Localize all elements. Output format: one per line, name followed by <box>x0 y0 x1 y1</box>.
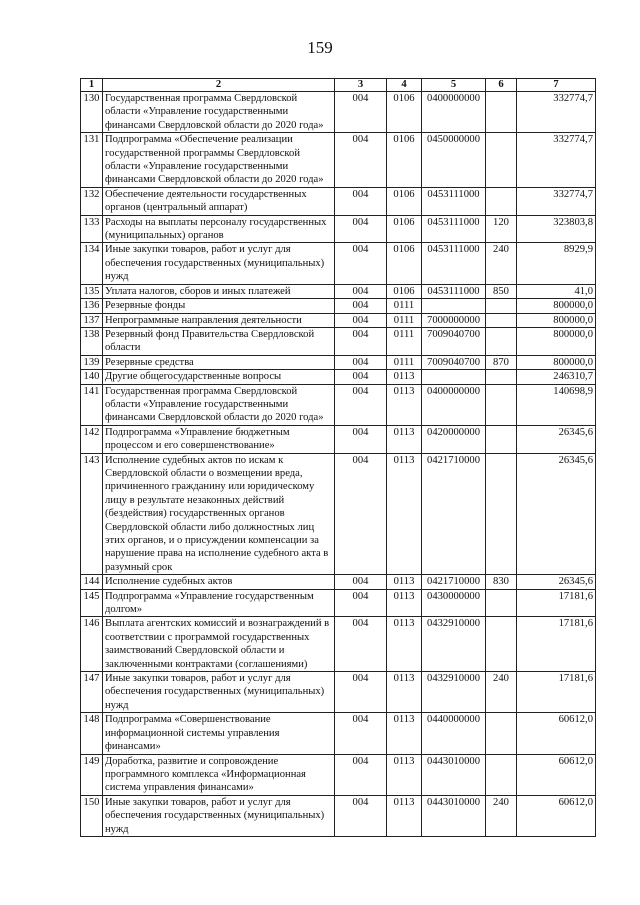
row-amount: 60612,0 <box>517 795 596 836</box>
row-ministry-code: 004 <box>335 672 387 713</box>
header-cell: 2 <box>103 79 335 92</box>
row-name: Выплата агентских комиссий и вознаграждений в соответствии с программой государственных заимствований Свердловской области и заключенными контрактами (соглашениями) <box>103 617 335 672</box>
row-number: 143 <box>81 453 103 575</box>
row-expense-type <box>486 617 517 672</box>
row-ministry-code: 004 <box>335 355 387 369</box>
header-row <box>81 79 596 92</box>
row-amount: 800000,0 <box>517 299 596 313</box>
row-section-code: 0111 <box>387 299 422 313</box>
row-name: Резервный фонд Правительства Свердловской области <box>103 327 335 355</box>
row-section-code: 0113 <box>387 425 422 453</box>
row-number: 141 <box>81 384 103 425</box>
row-name: Обеспечение деятельности государственных органов (центральный аппарат) <box>103 187 335 215</box>
row-amount: 26345,6 <box>517 453 596 575</box>
row-amount: 246310,7 <box>517 370 596 384</box>
row-target-code <box>422 299 486 313</box>
table-row <box>81 617 596 672</box>
row-name: Подпрограмма «Управление бюджетным процессом и его совершенствование» <box>103 425 335 453</box>
row-section-code: 0106 <box>387 284 422 298</box>
row-target-code <box>422 370 486 384</box>
row-number: 136 <box>81 299 103 313</box>
row-expense-type: 830 <box>486 575 517 589</box>
row-amount: 17181,6 <box>517 672 596 713</box>
row-target-code: 0453111000 <box>422 215 486 243</box>
row-expense-type: 850 <box>486 284 517 298</box>
row-number: 133 <box>81 215 103 243</box>
row-name: Исполнение судебных актов <box>103 575 335 589</box>
row-name: Резервные средства <box>103 355 335 369</box>
row-expense-type: 870 <box>486 355 517 369</box>
row-expense-type <box>486 327 517 355</box>
row-name: Государственная программа Свердловской области «Управление государственными финансами Свердловской области до 2020 года» <box>103 384 335 425</box>
row-section-code: 0113 <box>387 370 422 384</box>
row-amount: 26345,6 <box>517 575 596 589</box>
row-expense-type <box>486 313 517 327</box>
row-ministry-code: 004 <box>335 617 387 672</box>
row-amount: 332774,7 <box>517 187 596 215</box>
row-amount: 800000,0 <box>517 355 596 369</box>
row-target-code: 7009040700 <box>422 327 486 355</box>
row-expense-type <box>486 133 517 188</box>
row-amount: 800000,0 <box>517 313 596 327</box>
table-row <box>81 133 596 188</box>
row-ministry-code: 004 <box>335 215 387 243</box>
row-ministry-code: 004 <box>335 313 387 327</box>
row-name: Иные закупки товаров, работ и услуг для обеспечения государственных (муниципальных) нужд <box>103 795 335 836</box>
table-row <box>81 754 596 795</box>
table-row <box>81 313 596 327</box>
row-name: Другие общегосударственные вопросы <box>103 370 335 384</box>
header-cell: 6 <box>486 79 517 92</box>
row-amount: 17181,6 <box>517 617 596 672</box>
row-amount: 60612,0 <box>517 713 596 754</box>
row-ministry-code: 004 <box>335 453 387 575</box>
row-number: 148 <box>81 713 103 754</box>
row-ministry-code: 004 <box>335 299 387 313</box>
row-amount: 17181,6 <box>517 589 596 617</box>
row-amount: 140698,9 <box>517 384 596 425</box>
row-target-code: 7009040700 <box>422 355 486 369</box>
row-section-code: 0113 <box>387 672 422 713</box>
row-number: 145 <box>81 589 103 617</box>
row-section-code: 0113 <box>387 575 422 589</box>
row-target-code: 0432910000 <box>422 672 486 713</box>
table-row <box>81 795 596 836</box>
table-row <box>81 453 596 575</box>
row-number: 138 <box>81 327 103 355</box>
table-row <box>81 215 596 243</box>
row-expense-type: 240 <box>486 672 517 713</box>
row-section-code: 0111 <box>387 355 422 369</box>
row-ministry-code: 004 <box>335 370 387 384</box>
table-row <box>81 672 596 713</box>
row-name: Непрограммные направления деятельности <box>103 313 335 327</box>
row-target-code: 0443010000 <box>422 754 486 795</box>
row-number: 137 <box>81 313 103 327</box>
row-section-code: 0113 <box>387 617 422 672</box>
table-row <box>81 575 596 589</box>
row-ministry-code: 004 <box>335 425 387 453</box>
row-name: Подпрограмма «Совершенствование информационной системы управления финансами» <box>103 713 335 754</box>
row-target-code: 0430000000 <box>422 589 486 617</box>
row-ministry-code: 004 <box>335 133 387 188</box>
row-target-code: 0400000000 <box>422 384 486 425</box>
table-row <box>81 425 596 453</box>
row-ministry-code: 004 <box>335 187 387 215</box>
row-number: 140 <box>81 370 103 384</box>
row-name: Подпрограмма «Обеспечение реализации государственной программы Свердловской области «Управление государственными финансами Свердловской области до 2020 года» <box>103 133 335 188</box>
header-cell: 4 <box>387 79 422 92</box>
row-expense-type <box>486 589 517 617</box>
row-target-code: 0453111000 <box>422 284 486 298</box>
row-expense-type <box>486 92 517 133</box>
row-target-code: 0421710000 <box>422 575 486 589</box>
header-cell: 3 <box>335 79 387 92</box>
table-row <box>81 355 596 369</box>
row-section-code: 0113 <box>387 754 422 795</box>
row-amount: 60612,0 <box>517 754 596 795</box>
row-ministry-code: 004 <box>335 575 387 589</box>
header-cell: 7 <box>517 79 596 92</box>
row-amount: 323803,8 <box>517 215 596 243</box>
row-ministry-code: 004 <box>335 92 387 133</box>
row-section-code: 0111 <box>387 313 422 327</box>
row-target-code: 0443010000 <box>422 795 486 836</box>
row-number: 132 <box>81 187 103 215</box>
row-target-code: 0453111000 <box>422 243 486 284</box>
row-number: 130 <box>81 92 103 133</box>
row-section-code: 0106 <box>387 243 422 284</box>
row-target-code: 0440000000 <box>422 713 486 754</box>
row-name: Иные закупки товаров, работ и услуг для обеспечения государственных (муниципальных) нужд <box>103 672 335 713</box>
row-expense-type: 240 <box>486 795 517 836</box>
table-row <box>81 589 596 617</box>
row-ministry-code: 004 <box>335 384 387 425</box>
row-expense-type <box>486 384 517 425</box>
page-number: 159 <box>307 38 333 57</box>
table-row <box>81 92 596 133</box>
row-amount: 26345,6 <box>517 425 596 453</box>
row-name: Резервные фонды <box>103 299 335 313</box>
header-cell: 1 <box>81 79 103 92</box>
row-ministry-code: 004 <box>335 327 387 355</box>
row-number: 150 <box>81 795 103 836</box>
row-target-code: 0453111000 <box>422 187 486 215</box>
row-name: Доработка, развитие и сопровождение программного комплекса «Информационная система управления финансами» <box>103 754 335 795</box>
row-section-code: 0113 <box>387 795 422 836</box>
table-row <box>81 713 596 754</box>
header-cell: 5 <box>422 79 486 92</box>
row-amount: 332774,7 <box>517 92 596 133</box>
row-number: 135 <box>81 284 103 298</box>
row-ministry-code: 004 <box>335 713 387 754</box>
row-number: 147 <box>81 672 103 713</box>
row-section-code: 0113 <box>387 713 422 754</box>
row-amount: 41,0 <box>517 284 596 298</box>
table-row <box>81 243 596 284</box>
row-name: Подпрограмма «Управление государственным долгом» <box>103 589 335 617</box>
row-target-code: 7000000000 <box>422 313 486 327</box>
row-expense-type <box>486 453 517 575</box>
row-target-code: 0432910000 <box>422 617 486 672</box>
row-amount: 8929,9 <box>517 243 596 284</box>
row-section-code: 0106 <box>387 92 422 133</box>
row-section-code: 0111 <box>387 327 422 355</box>
row-ministry-code: 004 <box>335 284 387 298</box>
table-row <box>81 327 596 355</box>
row-section-code: 0106 <box>387 215 422 243</box>
row-expense-type: 120 <box>486 215 517 243</box>
budget-table <box>80 78 596 837</box>
row-expense-type <box>486 713 517 754</box>
row-ministry-code: 004 <box>335 795 387 836</box>
table-row <box>81 370 596 384</box>
row-name: Расходы на выплаты персоналу государственных (муниципальных) органов <box>103 215 335 243</box>
row-ministry-code: 004 <box>335 754 387 795</box>
row-section-code: 0106 <box>387 133 422 188</box>
row-expense-type <box>486 425 517 453</box>
row-name: Исполнение судебных актов по искам к Свердловской области о возмещении вреда, причиненного гражданину или юридическому лицу в результате незаконных действий (бездействия) государственных органов Свердловской области либо должностных лиц этих органов, и о присуждении компенсации за нарушение права на исполнение судебного акта в разумный срок <box>103 453 335 575</box>
row-number: 144 <box>81 575 103 589</box>
row-name: Государственная программа Свердловской области «Управление государственными финансами Свердловской области до 2020 года» <box>103 92 335 133</box>
row-ministry-code: 004 <box>335 589 387 617</box>
row-amount: 332774,7 <box>517 133 596 188</box>
row-section-code: 0113 <box>387 453 422 575</box>
row-expense-type <box>486 299 517 313</box>
row-section-code: 0113 <box>387 589 422 617</box>
row-number: 146 <box>81 617 103 672</box>
row-section-code: 0106 <box>387 187 422 215</box>
row-expense-type <box>486 187 517 215</box>
row-number: 142 <box>81 425 103 453</box>
row-target-code: 0450000000 <box>422 133 486 188</box>
row-name: Уплата налогов, сборов и иных платежей <box>103 284 335 298</box>
row-target-code: 0420000000 <box>422 425 486 453</box>
row-target-code: 0421710000 <box>422 453 486 575</box>
row-number: 139 <box>81 355 103 369</box>
row-ministry-code: 004 <box>335 243 387 284</box>
row-target-code: 0400000000 <box>422 92 486 133</box>
row-expense-type: 240 <box>486 243 517 284</box>
table-row <box>81 299 596 313</box>
row-number: 131 <box>81 133 103 188</box>
row-expense-type <box>486 370 517 384</box>
row-number: 134 <box>81 243 103 284</box>
row-section-code: 0113 <box>387 384 422 425</box>
table-row <box>81 187 596 215</box>
row-number: 149 <box>81 754 103 795</box>
row-name: Иные закупки товаров, работ и услуг для обеспечения государственных (муниципальных) нужд <box>103 243 335 284</box>
row-amount: 800000,0 <box>517 327 596 355</box>
table-row <box>81 384 596 425</box>
row-expense-type <box>486 754 517 795</box>
table-row <box>81 284 596 298</box>
